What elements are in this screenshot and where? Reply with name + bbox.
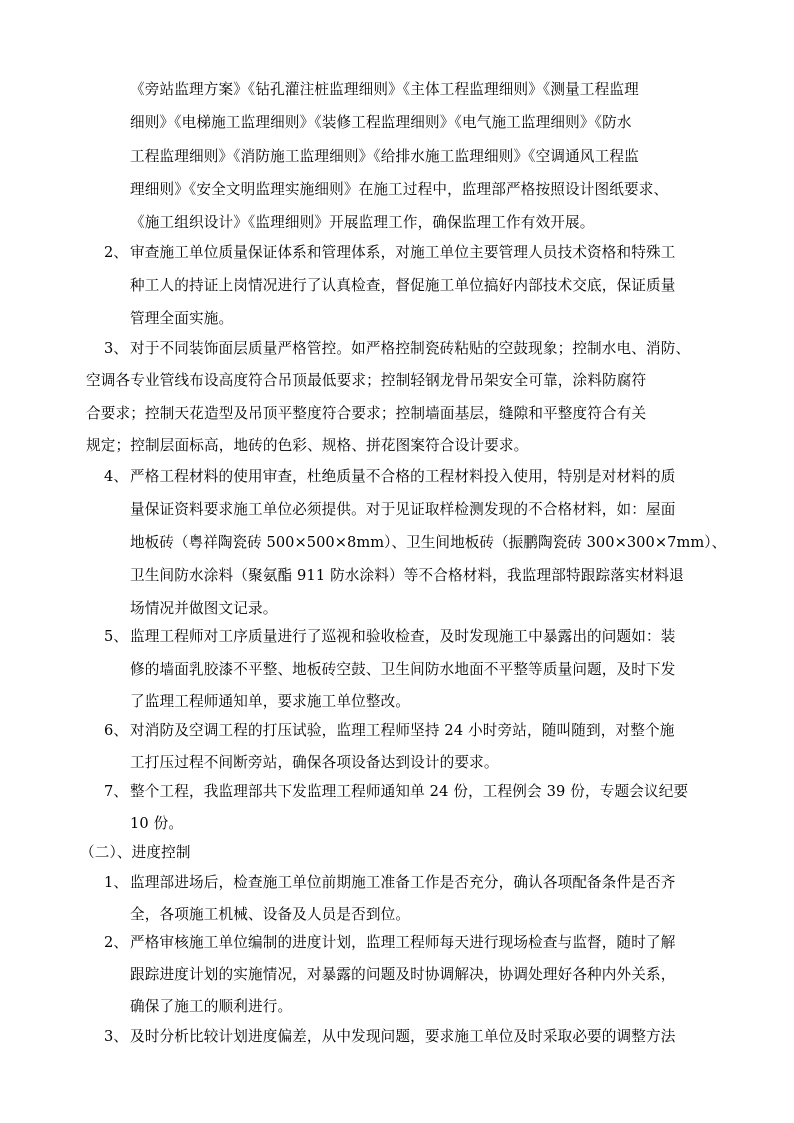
- list-item-line: 严格审核施工单位编制的进度计划，监理工程师每天进行现场检查与监督，随时了解: [130, 934, 676, 951]
- list-item-line: 10 份。: [130, 815, 184, 832]
- list-item-line: 对消防及空调工程的打压试验，监理工程师坚持 24 小时旁站，随叫随到，对整个施: [130, 722, 675, 739]
- list-number: 4、: [104, 468, 129, 485]
- list-number: 2、: [104, 934, 129, 951]
- list-item-line: 对于不同装饰面层质量严格管控。如严格控制瓷砖粘贴的空鼓现象；控制水电、消防、: [130, 340, 691, 357]
- list-item-line: 管理全面实施。: [130, 310, 234, 327]
- list-item-line: 卫生间防水涂料（聚氨酯 911 防水涂料）等不合格材料，我监理部特跟踪落实材料退: [130, 567, 684, 584]
- list-item-line: 量保证资料要求施工单位必须提供。对于见证取样检测发现的不合格材料，如：屋面: [130, 501, 676, 518]
- paragraph-line: 细则》《电梯施工监理细则》《装修工程监理细则》《电气施工监理细则》《防水: [130, 114, 632, 131]
- list-number: 6、: [104, 722, 129, 739]
- list-item-line: 监理部进场后，检查施工单位前期施工准备工作是否充分，确认各项配备条件是否齐: [130, 874, 676, 891]
- list-number: 5、: [104, 628, 129, 645]
- list-item-line: 了监理工程师通知单，要求施工单位整改。: [130, 693, 411, 710]
- list-item-line: 严格工程材料的使用审查，杜绝质量不合格的工程材料投入使用，特别是对材料的质: [130, 468, 676, 485]
- list-item-line: 审查施工单位质量保证体系和管理体系，对施工单位主要管理人员技术资格和特殊工: [130, 244, 676, 261]
- list-number: 3、: [104, 340, 129, 357]
- list-item-line: 种工人的持证上岗情况进行了认真检查，督促施工单位搞好内部技术交底，保证质量: [130, 277, 676, 294]
- list-item-line: 空调各专业管线布设高度符合吊顶最低要求；控制轻钢龙骨吊架安全可靠，涂料防腐符: [86, 372, 647, 389]
- list-number: 3、: [104, 1028, 129, 1045]
- list-item-line: 全，各项施工机械、设备及人员是否到位。: [130, 906, 411, 923]
- list-item-line: 场情况并做图文记录。: [130, 600, 278, 617]
- list-item-line: 地板砖（粤祥陶瓷砖 500×500×8mm）、卫生间地板砖（振鹏陶瓷砖 300×300×7mm）、: [130, 534, 727, 551]
- paragraph-line: 理细则》《安全文明监理实施细则》在施工过程中，监理部严格按照设计图纸要求、: [130, 181, 669, 198]
- list-item-line: 监理工程师对工序质量进行了巡视和验收检查，及时发现施工中暴露出的问题如：装: [130, 628, 676, 645]
- list-item-line: 合要求；控制天花造型及吊顶平整度符合要求；控制墙面基层，缝隙和平整度符合有关: [86, 405, 647, 422]
- list-item-line: 工打压过程不间断旁站，确保各项设备达到设计的要求。: [130, 754, 499, 771]
- list-item-line: 确保了施工的顺利进行。: [130, 998, 293, 1015]
- list-item-line: 及时分析比较计划进度偏差，从中发现问题，要求施工单位及时采取必要的调整方法: [130, 1028, 676, 1045]
- list-number: 7、: [104, 783, 129, 800]
- list-item-line: 跟踪进度计划的实施情况，对暴露的问题及时协调解决，协调处理好各种内外关系，: [130, 966, 676, 983]
- list-number: 2、: [104, 244, 129, 261]
- section-heading: （二）、进度控制: [80, 844, 191, 861]
- paragraph-line: 《施工组织设计》《监理细则》开展监理工作，确保监理工作有效开展。: [130, 214, 595, 231]
- list-number: 1、: [104, 874, 129, 891]
- paragraph-line: 《旁站监理方案》《钻孔灌注桩监理细则》《主体工程监理细则》《测量工程监理: [130, 81, 639, 98]
- paragraph-line: 工程监理细则》《消防施工监理细则》《给排水施工监理细则》《空调通风工程监: [130, 148, 639, 165]
- list-item-line: 规定；控制层面标高，地砖的色彩、规格、拼花图案符合设计要求。: [86, 437, 529, 454]
- list-item-line: 整个工程，我监理部共下发监理工程师通知单 24 份，工程例会 39 份，专题会议纪要: [130, 783, 689, 800]
- list-item-line: 修的墙面乳胶漆不平整、地板砖空鼓、卫生间防水地面不平整等质量问题，及时下发: [130, 661, 676, 678]
